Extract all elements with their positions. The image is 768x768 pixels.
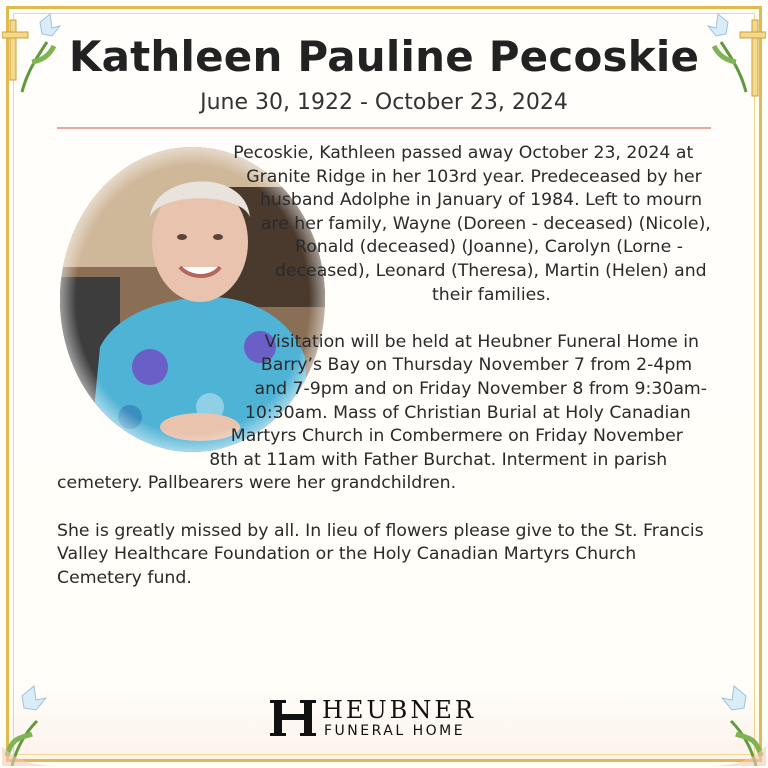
lily-icon — [2, 676, 72, 766]
paragraph-3: She is greatly missed by all. In lieu of flowers please give to the St. Francis Valley Healthcare Foundation or the Holy Canadian Martyrs Church Cemetery fund. — [57, 520, 704, 588]
lily-icon — [696, 676, 766, 766]
funeral-home-logo — [270, 696, 500, 740]
heubner-h-logo-icon — [270, 698, 316, 738]
logo-line-2: FUNERAL HOME — [324, 723, 466, 739]
paragraph-1: Pecoskie, Kathleen passed away October 23, 2024 at Granite Ridge in her 103rd year. Predeceased by her husband Adolphe in January of 1984. Left to mourn are her family, Wayne (Doreen - deceased) (Nicole), Ronald (deceased) (Joanne), Carolyn (Lorne - deceased), Leonard (Theresa), Martin (Helen) and their families. — [233, 143, 711, 305]
paragraph-2: Visitation will be held at Heubner Funeral Home in Barry’s Bay on Thursday November 7 from 2-4pm and 7-9pm and on Friday November 8 from 9:30am-10:30am. Mass of Christian Burial at Holy Canadian Martyrs Church in Combermere on Friday November 8th at 11am with Father Burchat. Interment in parish cemetery. Pallbearers were her grandchildren. — [57, 331, 708, 494]
life-dates: June 30, 1922 - October 23, 2024 — [200, 90, 568, 115]
divider — [57, 127, 711, 129]
deceased-name: Kathleen Pauline Pecoskie — [68, 32, 700, 81]
obituary-text — [57, 142, 717, 590]
logo-line-1: HEUBNER — [322, 696, 476, 724]
